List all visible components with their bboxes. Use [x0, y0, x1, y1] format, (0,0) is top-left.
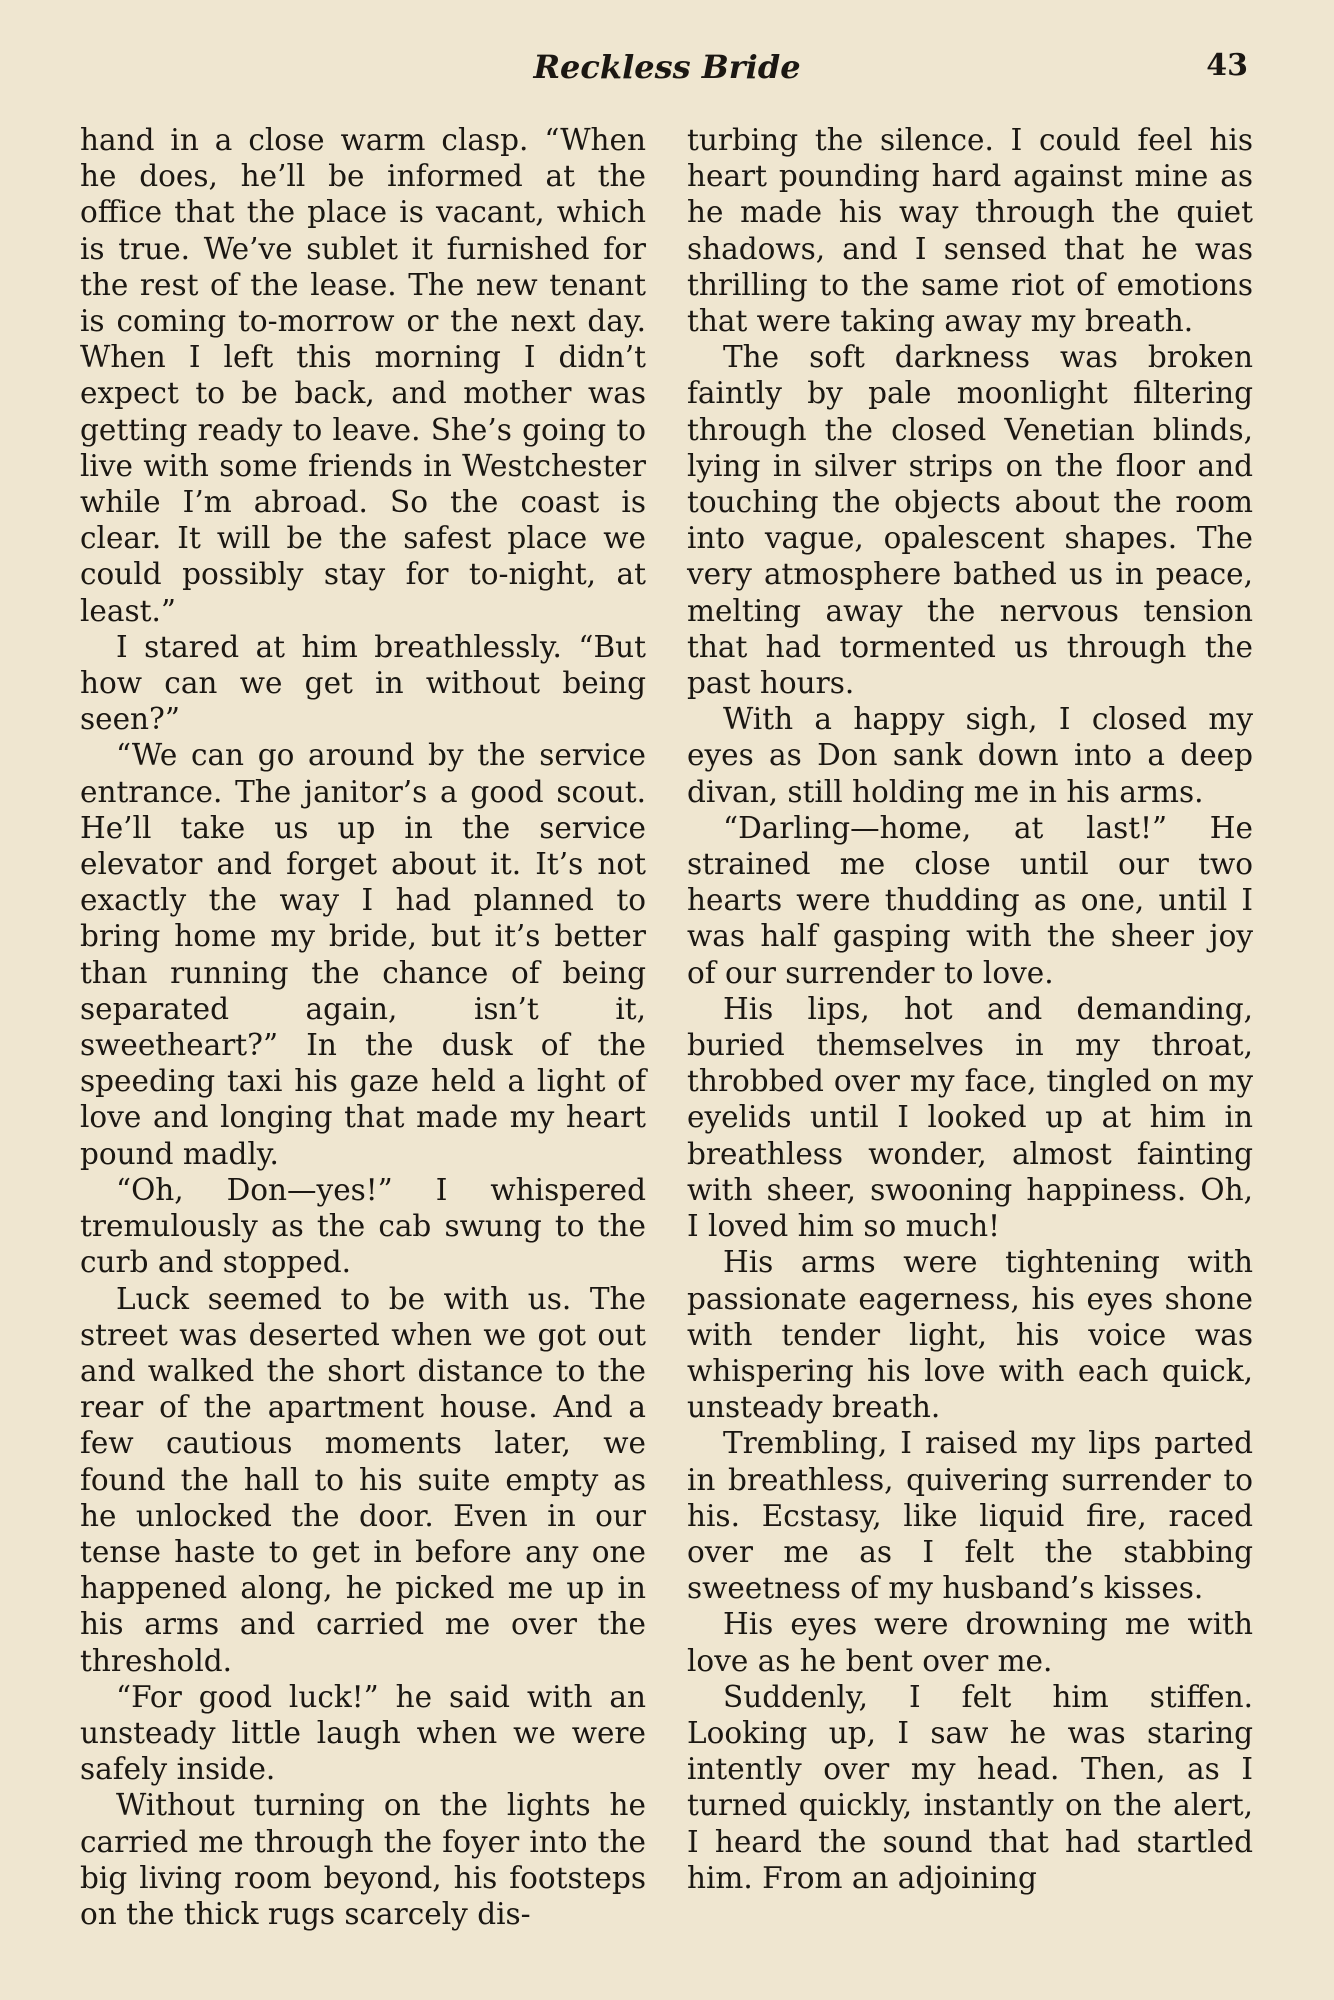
paragraph: With a happy sigh, I closed my eyes as Don sank down into a deep divan, still holding me in his arms. — [687, 702, 1253, 809]
right-column — [687, 122, 1253, 1896]
paragraph: His arms were tightening with passionate eagerness, his eyes shone with tender light, his voice was whispering his love with each quick, unsteady breath. — [687, 1245, 1253, 1425]
paragraph: “For good luck!” he said with an unsteady little laugh when we were safely inside. — [80, 1679, 646, 1787]
paragraph: Suddenly, I felt him stiffen. Looking up, I saw he was staring intently over my head. Then, as I turned quickly, instantly on the alert, I heard the sound that had startled him. From an adjoining — [687, 1679, 1253, 1895]
paragraph: His lips, hot and demanding, buried themselves in my throat, throbbed over my face, tingled on my eyelids until I looked up at him in breathless wonder, almost fainting with sheer, swooning happiness. Oh, I loved him so much! — [687, 991, 1253, 1244]
left-column — [80, 122, 646, 1932]
paragraph: “Darling—home, at last!” He strained me close until our two hearts were thudding as one, until I was half gasping with the sheer joy of our surrender to love. — [687, 810, 1253, 990]
paragraph: hand in a close warm clasp. “When he does, he’ll be informed at the office that the place is vacant, which is true. We’ve sublet it furnished for the rest of the lease. The new tenant is coming to-morrow or the next day. When I left this morning I didn’t expect to be back, and mother was getting ready to leave. She’s going to live with some friends in Westchester while I’m abroad. So the coast is clear. It will be the safest place we could possibly stay for to-night, at least.” — [80, 123, 646, 628]
page-number: 43 — [1206, 48, 1248, 83]
paragraph: Trembling, I raised my lips parted in breathless, quivering surrender to his. Ecstasy, like liquid fire, raced over me as I felt the stabbing sweetness of my husband’s kisses. — [687, 1426, 1253, 1606]
paragraph: “We can go around by the service entrance. The janitor’s a good scout. He’ll take us up in the service elevator and forget about it. It’s not exactly the way I had planned to bring home my bride, but it’s better than running the chance of being separated again, isn’t it, sweetheart?” In the dusk of the speeding taxi his gaze held a light of love and longing that made my heart pound madly. — [80, 738, 646, 1171]
paragraph: “Oh, Don—yes!” I whispered tremulously as the cab swung to the curb and stopped. — [80, 1172, 646, 1280]
paragraph: turbing the silence. I could feel his heart pounding hard against mine as he made his way through the quiet shadows, and I sensed that he was thrilling to the same riot of emotions that were taking away my breath. — [687, 123, 1253, 339]
paragraph: The soft darkness was broken faintly by pale moonlight filtering through the closed Venetian blinds, lying in silver strips on the floor and touching the objects about the room into vague, opalescent shapes. The very atmosphere bathed us in peace, melting away the nervous tension that had tormented us through the past hours. — [687, 340, 1253, 701]
paragraph: Without turning on the lights he carried me through the foyer into the big living room beyond, his footsteps on the thick rugs scarcely dis- — [80, 1788, 646, 1931]
paragraph: I stared at him breathlessly. “But how can we get in without being seen?” — [80, 629, 646, 737]
running-title: Reckless Bride — [533, 48, 801, 86]
paragraph: His eyes were drowning me with love as he bent over me. — [687, 1607, 1253, 1678]
paragraph: Luck seemed to be with us. The street was deserted when we got out and walked the short distance to the rear of the apartment house. And a few cautious moments later, we found the hall to his suite empty as he unlocked the door. Even in our tense haste to get in before any one happened along, he picked me up in his arms and carried me over the threshold. — [80, 1281, 646, 1678]
